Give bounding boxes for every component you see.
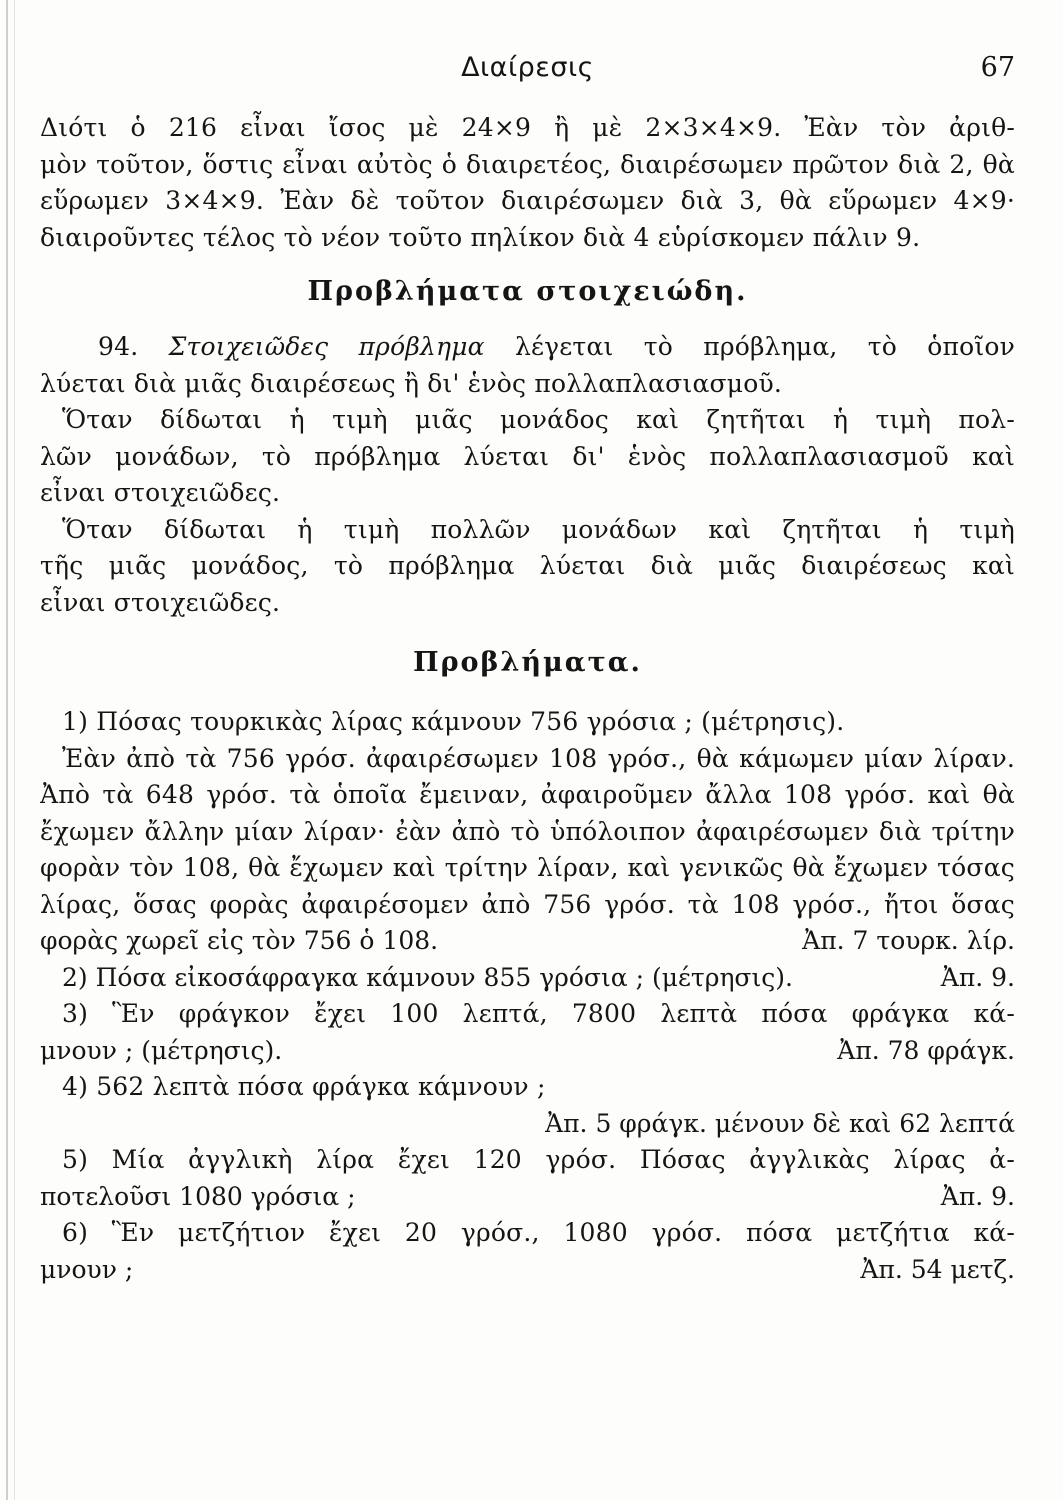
page-spine-edge	[14, 0, 15, 1500]
paragraph-number: 94.	[98, 332, 139, 361]
answer: Ἀπ. 5 φράγκ. μένουν δὲ καὶ 62 λεπτά	[545, 1108, 1015, 1138]
problem-statement: 3) Ἓν φράγκον ἔχει 100 λεπτά, 7800 λεπτὰ πόσα φράγκα κά-	[62, 999, 1015, 1028]
text-span: φορὰς χωρεῖ εἰς τὸν 756 ὁ 108.	[40, 926, 439, 955]
text-line: λῶν μονάδων, τὸ πρόβλημα λύεται δι' ἑνὸς πολλαπλασιασμοῦ καὶ	[40, 441, 1015, 471]
section-heading-elementary-problems: Προβλήματα στοιχειώδη.	[307, 276, 748, 307]
text-line: μὸν τοῦτον, ὅστις εἶναι αὐτὸς ὁ διαιρετέος, διαιρέσωμεν πρῶτον διὰ 2, θὰ	[40, 149, 1015, 179]
text-line: εἶναι στοιχειῶδες.	[40, 478, 281, 507]
answer: Ἀπ. 7 τουρκ. λίρ.	[802, 926, 1015, 955]
text-line	[40, 329, 1015, 366]
problem-statement: 6) Ἓν μετζήτιον ἔχει 20 γρόσ., 1080 γρόσ. πόσα μετζήτια κά-	[62, 1218, 1015, 1247]
section-heading-problems: Προβλήματα.	[413, 647, 642, 678]
text-line: Ὅταν δίδωται ἡ τιμὴ μιᾶς μονάδος καὶ ζητῆται ἡ τιμὴ πολ-	[62, 405, 1015, 434]
text-span: μνουν ; (μέτρησις).	[40, 1035, 283, 1065]
intro-paragraph	[40, 110, 1015, 256]
text-line: εἶναι στοιχειῶδες.	[40, 587, 281, 617]
text-line-with-answer	[40, 923, 1015, 960]
answer: Ἀπ. 54 μετζ.	[860, 1254, 1015, 1284]
running-title: Διαίρεσις	[461, 52, 594, 83]
running-header	[40, 52, 1015, 96]
paragraph-94	[40, 329, 1015, 402]
text-line: διαιροῦντες τέλος τὸ νέον τοῦτο πηλίκον διὰ 4 εὑρίσκομεν πάλιν 9.	[40, 222, 921, 252]
text-line: λίρας, ὅσας φορὰς ἀφαιρέσομεν ἀπὸ 756 γρόσ. τὰ 108 γρόσ., ἤτοι ὅσας	[40, 889, 1015, 919]
text-line: Ὅταν δίδωται ἡ τιμὴ πολλῶν μονάδων καὶ ζητῆται ἡ τιμὴ	[62, 514, 1015, 544]
text-line: Διότι ὁ 216 εἶναι ἴσος μὲ 24×9 ἢ μὲ 2×3×4×9. Ἐὰν τὸν ἀριθ-	[40, 113, 1015, 142]
problem-3	[40, 996, 1015, 1069]
text-line: Ἀπὸ τὰ 648 γρόσ. τὰ ὁποῖα ἔμειναν, ἀφαιροῦμεν ἄλλα 108 γρόσ. καὶ θὰ	[40, 780, 1015, 809]
text-line-with-answer	[40, 1179, 1015, 1216]
page-number: 67	[980, 52, 1015, 83]
text-line-with-answer	[40, 1252, 1015, 1289]
problem-statement: 5) Μία ἀγγλικὴ λίρα ἔχει 120 γρόσ. Πόσας ἀγγλικὰς λίρας ἀ-	[62, 1145, 1015, 1174]
text-line-with-answer	[40, 960, 1015, 997]
answer: Ἀπ. 78 φράγκ.	[837, 1035, 1015, 1065]
problem-statement: 4) 562 λεπτὰ πόσα φράγκα κάμνουν ;	[62, 1072, 546, 1101]
text-line: Ἐὰν ἀπὸ τὰ 756 γρόσ. ἀφαιρέσωμεν 108 γρόσ., θὰ κάμωμεν μίαν λίραν.	[62, 743, 1015, 773]
text-line-with-answer	[40, 1033, 1015, 1070]
page-spine-shadow	[6, 0, 8, 1500]
page-content	[40, 110, 1015, 1288]
problem-statement: 2) Πόσα εἰκοσάφραγκα κάμνουν 855 γρόσια ; (μέτρησις).	[62, 962, 794, 992]
problem-statement: 1) Πόσας τουρκικὰς λίρας κάμνουν 756 γρόσια ; (μέτρησις).	[62, 707, 845, 736]
problem-5	[40, 1142, 1015, 1215]
text-span: ποτελοῦσι 1080 γρόσια ;	[40, 1181, 356, 1211]
answer: Ἀπ. 9.	[940, 962, 1015, 992]
text-line: ἔχωμεν ἄλλην μίαν λίραν· ἐὰν ἀπὸ τὸ ὑπόλοιπον ἀφαιρέσωμεν διὰ τρίτην	[40, 816, 1015, 846]
text-line: εὕρωμεν 3×4×9. Ἐὰν δὲ τοῦτον διαιρέσωμεν διὰ 3, θὰ εὕρωμεν 4×9·	[40, 186, 1015, 215]
paragraph-division-case	[40, 512, 1015, 622]
text-line: τῆς μιᾶς μονάδος, τὸ πρόβλημα λύεται διὰ μιᾶς διαιρέσεως καὶ	[40, 551, 1015, 580]
defined-term: Στοιχειῶδες πρόβλημα	[168, 332, 485, 361]
problem-6	[40, 1215, 1015, 1288]
text-line: λύεται διὰ μιᾶς διαιρέσεως ἢ δι' ἑνὸς πολλαπλασιασμοῦ.	[40, 368, 783, 398]
paragraph-multiplication-case	[40, 402, 1015, 512]
text-span: λέγεται τὸ πρόβλημα, τὸ ὁποῖον	[514, 332, 1015, 361]
answer: Ἀπ. 9.	[940, 1181, 1015, 1211]
text-span: μνουν ;	[40, 1254, 134, 1284]
problem-4	[40, 1069, 1015, 1142]
text-line: φορὰν τὸν 108, θὰ ἔχωμεν καὶ τρίτην λίραν, καὶ γενικῶς θὰ ἔχωμεν τόσας	[40, 853, 1015, 882]
problem-2	[40, 960, 1015, 997]
problem-1	[40, 704, 1015, 960]
